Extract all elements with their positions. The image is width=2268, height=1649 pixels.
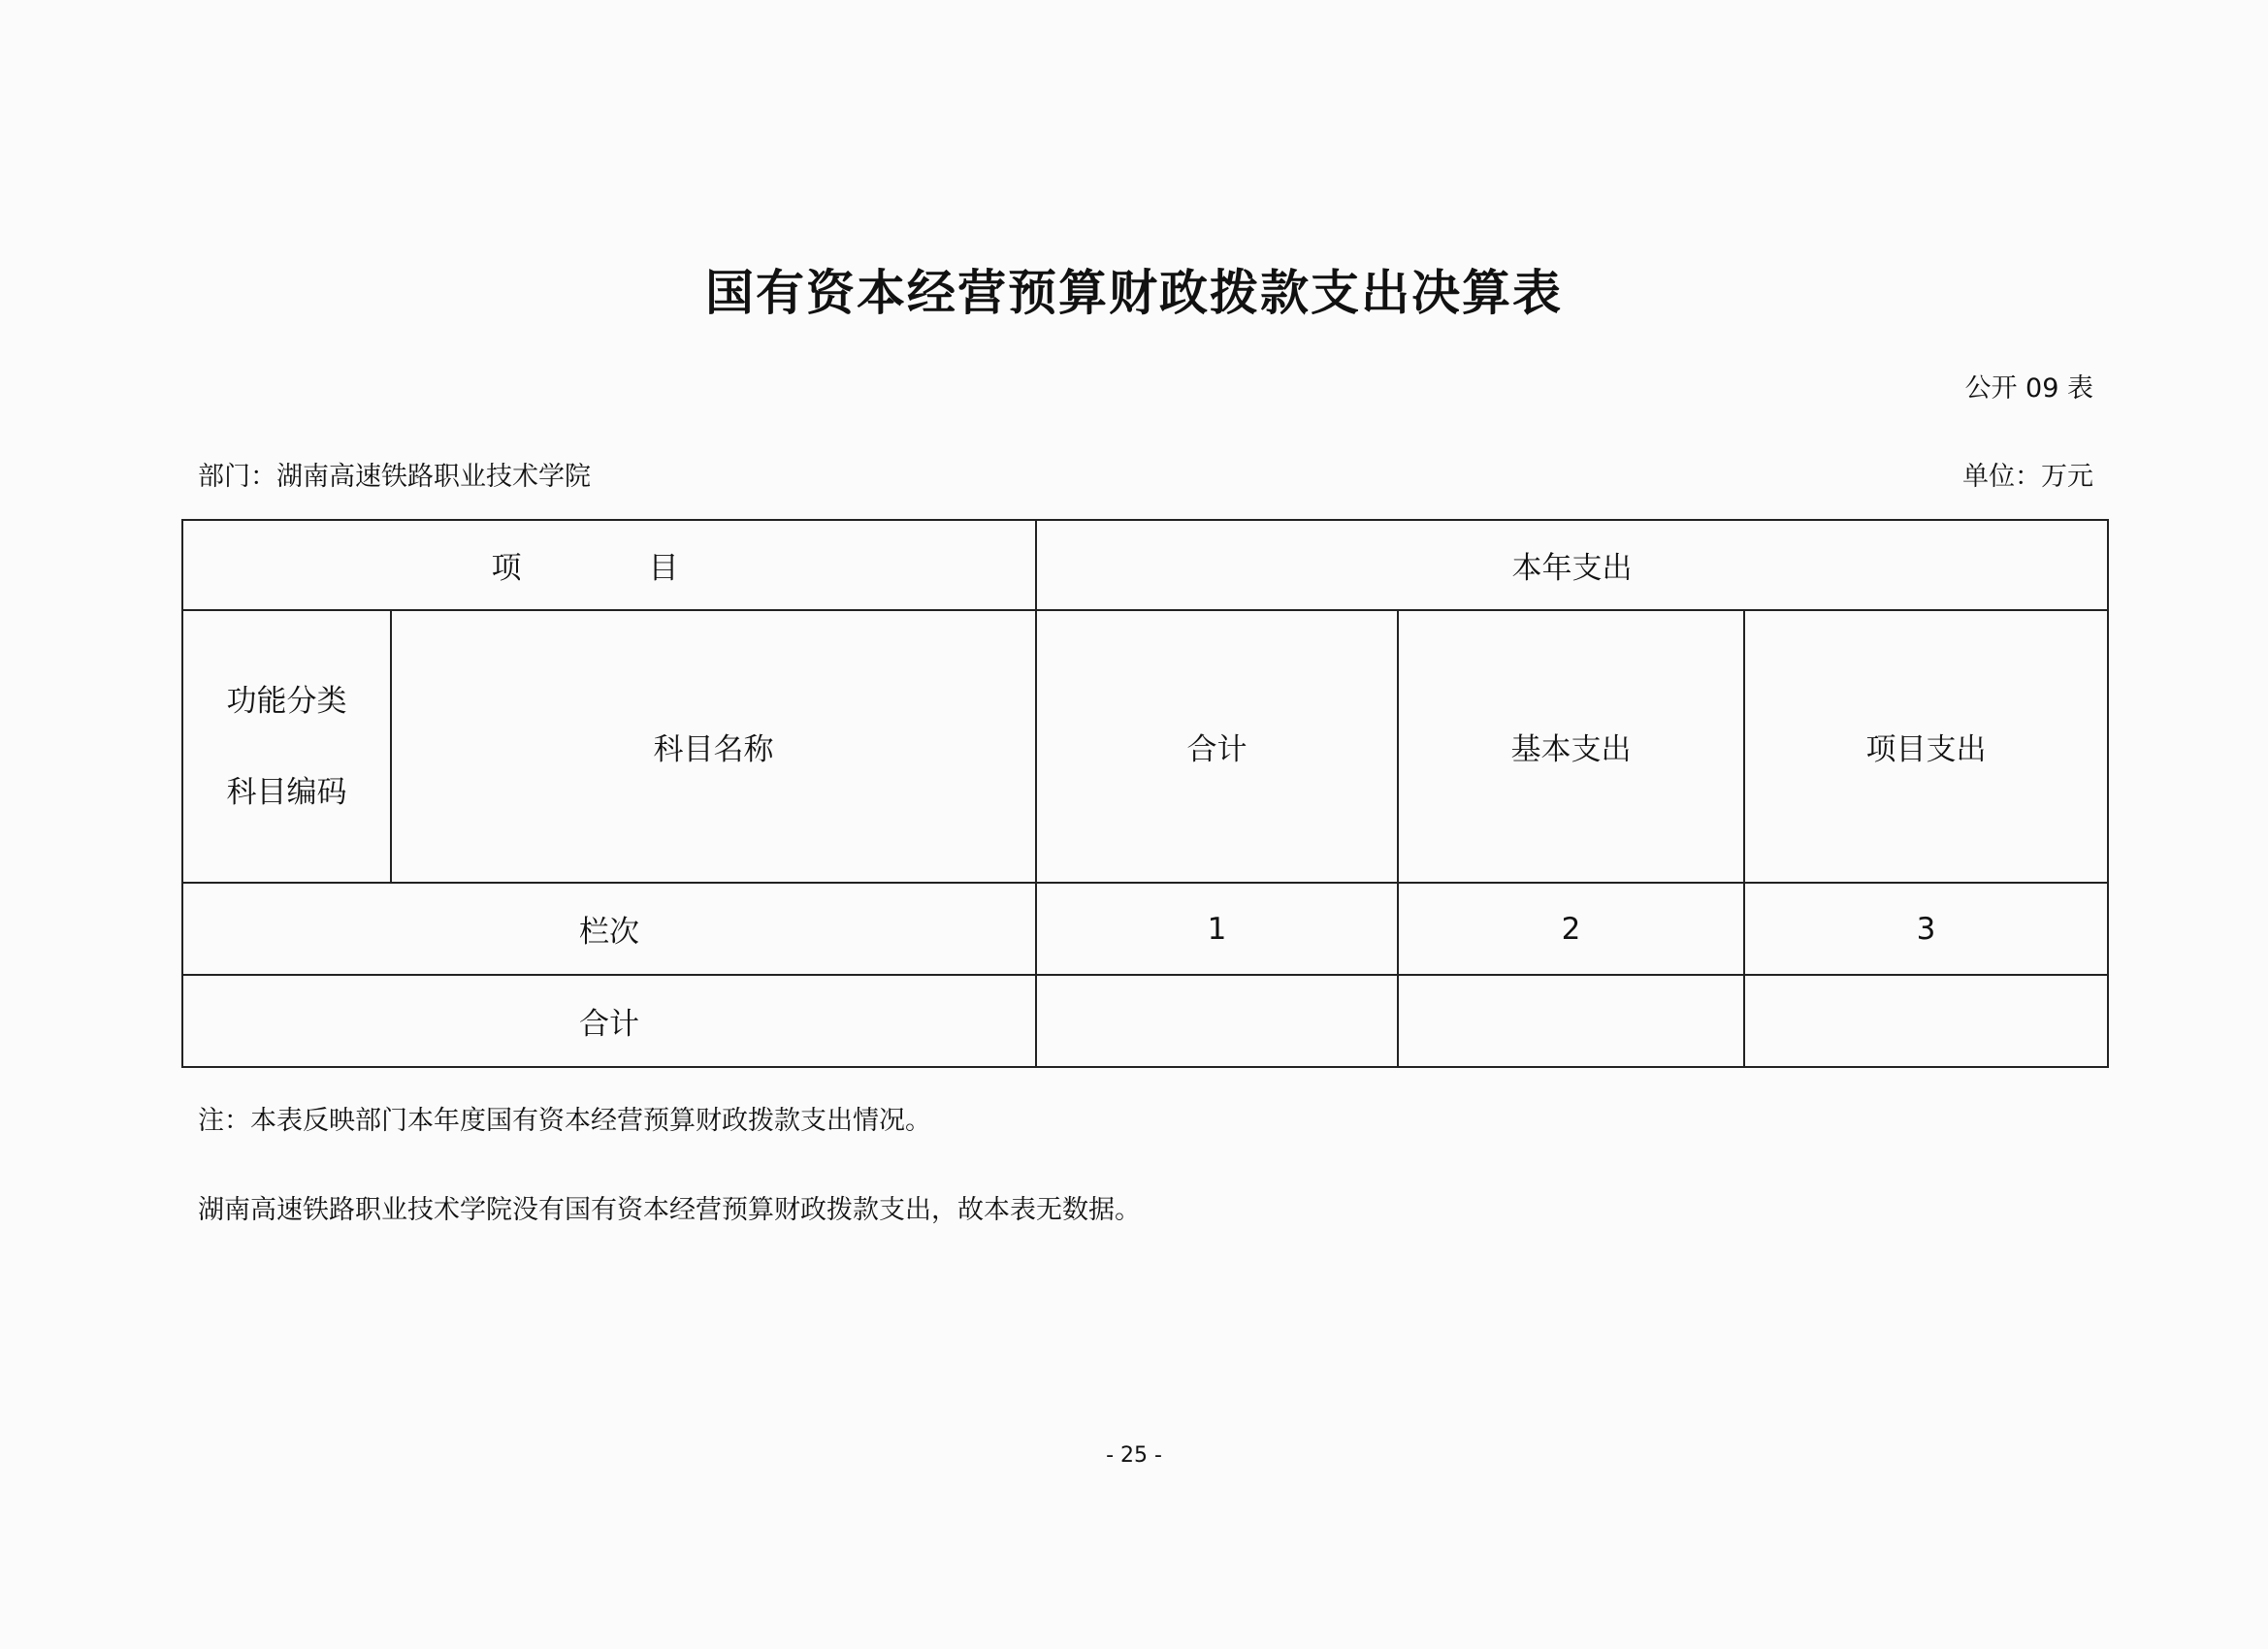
unit-label: 单位：万元 [1962, 462, 2093, 492]
column-number-1: 1 [1036, 883, 1398, 975]
table-subheader-row [182, 610, 2108, 883]
header-current-year: 本年支出 [1511, 551, 1633, 586]
expenditure-table [181, 519, 2109, 1068]
project-expenditure-header: 项目支出 [1744, 610, 2108, 883]
header-item: 项 目 [491, 551, 728, 586]
function-code-header-line2: 科目编码 [226, 774, 347, 810]
table-header-row [182, 520, 2108, 610]
column-number-label: 栏次 [182, 883, 1036, 975]
total-value-cell [1036, 975, 1398, 1067]
project-value-cell [1744, 975, 2108, 1067]
header-item-cell [182, 520, 1036, 610]
form-number: 公开 09 表 [1964, 373, 2093, 404]
total-row-label: 合计 [182, 975, 1036, 1067]
document-title: 国有资本经营预算财政拨款支出决算表 [705, 265, 1563, 321]
column-number-2: 2 [1398, 883, 1744, 975]
function-code-header-cell [182, 610, 391, 883]
total-header: 合计 [1036, 610, 1398, 883]
total-row [182, 975, 2108, 1067]
no-data-statement: 湖南高速铁路职业技术学院没有国有资本经营预算财政拨款支出，故本表无数据。 [198, 1195, 1141, 1225]
basic-expenditure-header: 基本支出 [1398, 610, 1744, 883]
subject-name-header: 科目名称 [391, 610, 1036, 883]
column-number-row [182, 883, 2108, 975]
column-number-3: 3 [1744, 883, 2108, 975]
page-number: - 25 - [1106, 1443, 1162, 1468]
department-label: 部门：湖南高速铁路职业技术学院 [198, 462, 591, 492]
header-current-year-cell [1036, 520, 2108, 610]
table-note: 注：本表反映部门本年度国有资本经营预算财政拨款支出情况。 [198, 1106, 931, 1136]
function-code-header-line1: 功能分类 [226, 683, 347, 719]
basic-value-cell [1398, 975, 1744, 1067]
